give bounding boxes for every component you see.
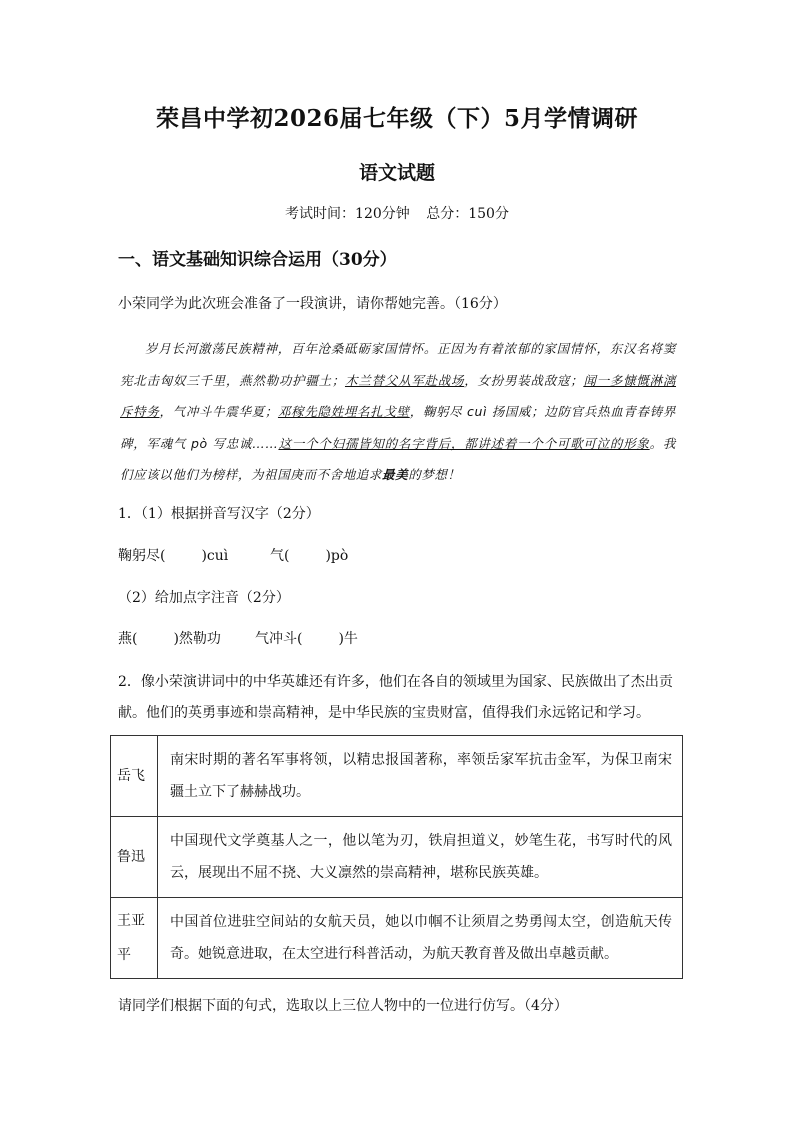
exam-meta [0,203,794,223]
underlined-sentence: 这一个个妇孺皆知的名字背后，都讲述着一个个可歌可泣的形象 [278,435,650,451]
question-1-part2: （2）给加点字注音（2分） [118,590,290,606]
heroes-table [110,735,683,979]
blank-prefix: 气冲斗( [255,631,303,647]
question-2 [118,667,673,729]
question-1d [255,628,358,648]
exam-time: 考试时间：120分钟 [285,206,410,222]
question-1b [270,545,348,565]
underlined-phrase: 木兰替父从军赴战场 [344,372,465,388]
blank-prefix: 鞠躬尽( [118,548,166,564]
exam-title: 荣昌中学初2026届七年级（下）5月学情调研 [155,105,639,132]
total-score: 总分：150分 [426,206,509,222]
underlined-phrase: 闻一多慷慨淋漓斥特务 [120,372,677,419]
blank-suffix: )然勒功 [173,631,221,647]
blank-prefix: 燕( [118,631,138,647]
hero-description: 南宋时期的著名军事将领，以精忠报国著称，率领岳家军抗击金军，为保卫南宋疆土立下了赫赫战功。 [158,736,683,817]
blank-prefix: 气( [270,548,290,564]
emphasized-word: 最美 [382,467,409,482]
passage-text: ，气冲斗牛震华夏； [159,404,278,419]
passage-text: 的梦想！ [408,467,461,482]
section-heading: 一、语文基础知识综合运用（30分） [118,250,397,270]
hero-description: 中国现代文学奠基人之一，他以笔为刃，铁肩担道义，妙笔生花，书写时代的风云，展现出不屈不挠、大义凛然的崇高精神，堪称民族英雄。 [158,817,683,898]
section-intro: 小荣同学为此次班会准备了一段演讲，请你帮她完善。（16分） [118,296,507,312]
question-1-label: 1．（1）根据拼音写汉字（2分） [118,506,320,522]
blank-suffix: )牛 [338,631,358,647]
passage-text: 。我们应该以他们为榜样，为祖国庚而不舍地追求 [120,435,676,482]
table-row [111,898,683,979]
question-2-line: 2．像小荣演讲词中的中华英雄还有许多，他们在各自的领域里为国家、民族做出了杰出贡 [118,674,673,690]
blank-suffix: )cuì [201,548,229,564]
table-row [111,736,683,817]
imitation-instruction: 请同学们根据下面的句式，选取以上三位人物中的一位进行仿写。（4分） [118,998,568,1014]
question-1c [118,628,221,648]
question-1a [118,545,228,565]
underlined-phrase: 邓稼先隐姓埋名扎戈壁 [277,404,410,419]
hero-name: 鲁迅 [111,817,158,898]
hero-name: 岳飞 [111,736,158,817]
speech-passage [120,333,676,491]
exam-subtitle: 语文试题 [358,162,435,184]
table-row [111,817,683,898]
hero-name: 王亚平 [111,898,158,979]
passage-text: ，鞠躬尽 cuì 扬国威；边防官兵热血青春铸界碑，军魂气 pò 写忠诚…… [120,404,676,451]
question-2-line: 献。他们的英勇事迹和崇高精神，是中华民族的宝贵财富，值得我们永远铭记和学习。 [118,705,650,721]
passage-text: ，女扮男装战敌寇； [464,372,584,388]
blank-suffix: )pò [325,548,349,564]
passage-text: 岁月长河激荡民族精神，百年沧桑砥砺家国情怀。正因为有着浓郁的家国情怀，东汉名将窦宪北击匈奴三千里，燕然勒功护疆土； [120,341,676,388]
hero-description: 中国首位进驻空间站的女航天员，她以巾帼不让须眉之势勇闯太空，创造航天传奇。她锐意进取，在太空进行科普活动，为航天教育普及做出卓越贡献。 [158,898,683,979]
